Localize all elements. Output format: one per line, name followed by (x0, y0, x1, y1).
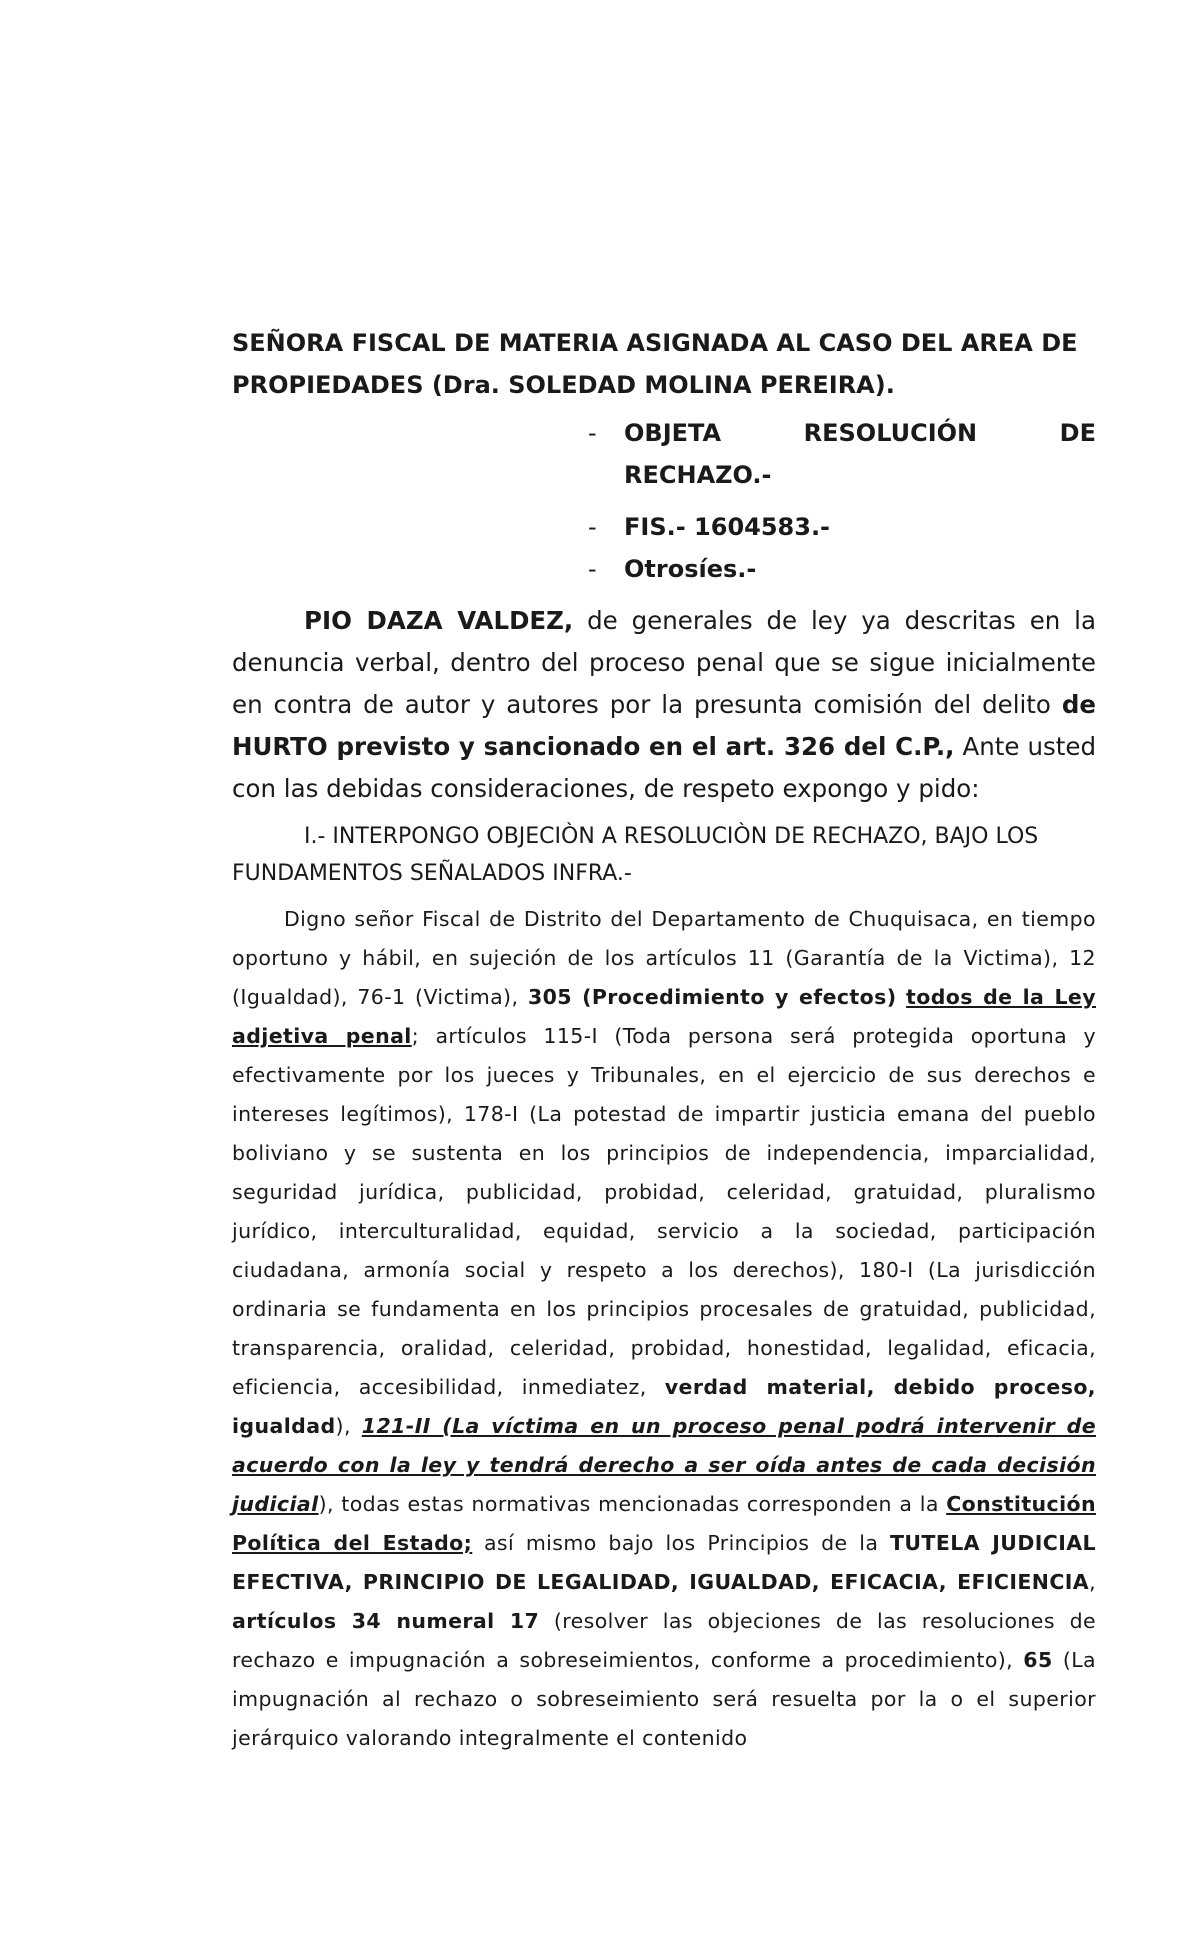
reference-dash: - (588, 419, 597, 447)
intro-paragraph: PIO DAZA VALDEZ, de generales de ley ya descritas en la denuncia verbal, dentro del proceso penal que se sigue inicialmente en contra de autor y autores por la presunta comisión del delito de HURTO previsto y sancionado en el art. 326 del C.P., Ante usted con las debidas consideraciones, de respeto expongo y pido: (232, 606, 1097, 803)
reference-dash: - (588, 513, 597, 541)
reference-fis: - FIS.- 1604583.- (588, 506, 1096, 548)
reference-list (232, 412, 1096, 590)
document-body (232, 322, 1096, 1758)
reference-objeta: - OBJETA RESOLUCIÓN DE RECHAZO.- (588, 412, 1096, 496)
crime-reference: de HURTO previsto y sancionado en el art. 326 del C.P., (232, 690, 1096, 761)
petitioner-name: PIO DAZA VALDEZ, (304, 606, 574, 635)
reference-dash: - (588, 555, 597, 583)
addressee-line-2: PROPIEDADES (Dra. SOLEDAD MOLINA PEREIRA). (232, 371, 895, 399)
addressee-line-1: SEÑORA FISCAL DE MATERIA ASIGNADA AL CASO DEL AREA DE (232, 329, 1078, 357)
reference-otrosies: - Otrosíes.- (588, 548, 1096, 590)
section-heading: I.- INTERPONGO OBJECIÒN A RESOLUCIÒN DE RECHAZO, BAJO LOS FUNDAMENTOS SEÑALADOS INFRA.- (232, 824, 1039, 886)
body-paragraph: Digno señor Fiscal de Distrito del Departamento de Chuquisaca, en tiempo oportuno y hábil, en sujeción de los artículos 11 (Garantía de la Victima), 12 (Igualdad), 76-1 (Victima), 305 (Procedimiento y efectos) todos de la Ley adjetiva penal; artículos 115-I (Toda persona será protegida oportuna y efectivamente por los jueces y Tribunales, en el ejercicio de sus derechos e intereses legítimos), 178-I (La potestad de impartir justicia emana del pueblo boliviano y se sustenta en los principios de independencia, imparcialidad, seguridad jurídica, publicidad, probidad, celeridad, gratuidad, pluralismo jurídico, interculturalidad, equidad, servicio a la sociedad, participación ciudadana, armonía social y respeto a los derechos), 180-I (La jurisdicción ordinaria se fundamenta en los principios procesales de gratuidad, publicidad, transparencia, oralidad, celeridad, probidad, honestidad, legalidad, eficacia, eficiencia, accesibilidad, inmediatez, verdad material, debido proceso, igualdad), 121-II (La víctima en un proceso penal podrá intervenir de acuerdo con la ley y tendrá derecho a ser oída antes de cada decisión judicial), todas estas normativas mencionadas corresponden a la Constitución Política del Estado; así mismo bajo los Principios de la TUTELA JUDICIAL EFECTIVA, PRINCIPIO DE LEGALIDAD, IGUALDAD, EFICACIA, EFICIENCIA, artículos 34 numeral 17 (resolver las objeciones de las resoluciones de rechazo e impugnación a sobreseimientos, conforme a procedimiento), 65 (La impugnación al rechazo o sobreseimiento será resuelta por la o el superior jerárquico valorando integralmente el contenido (232, 907, 1096, 1750)
addressee (232, 322, 1096, 406)
